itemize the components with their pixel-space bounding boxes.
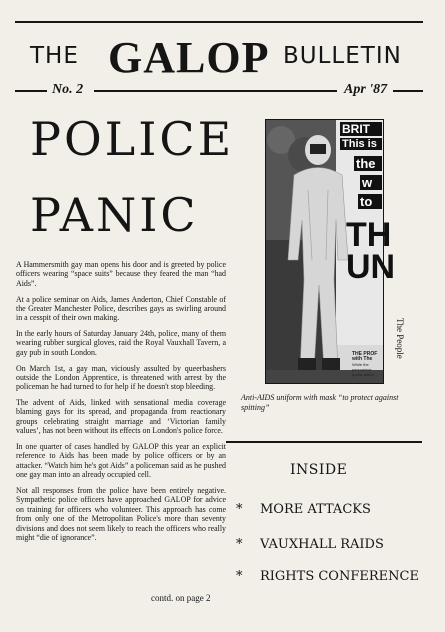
issue-rule-right	[393, 90, 423, 92]
inside-title: INSIDE	[290, 462, 348, 478]
issue-rule-left	[15, 90, 47, 92]
article-paragraph: A Hammersmith gay man opens his door and is greeted by police officers wearing “space suits” because they feared the man “had Aids”.	[16, 260, 226, 288]
article-body	[16, 260, 226, 549]
photo-protective-suit	[265, 119, 396, 384]
article-paragraph: The advent of Aids, linked with sensational media coverage blaming gays for its spread, and propaganda from reactionary groups celebrating straight marriage and ‘Victorian family values’, has not been without its effects on London's police force.	[16, 398, 226, 436]
article-paragraph: In one quarter of cases handled by GALOP this year an explicit reference to Aids has been made by police officers or by an attacker. “Watch him he's got Aids” a policeman said as he pushed one gay man into an already occupied cell.	[16, 441, 226, 480]
newspaper-small-line: persuasive	[352, 367, 372, 372]
bullet-star: *	[236, 569, 243, 584]
newspaper-word: to	[358, 194, 382, 209]
newspaper-word: This is	[340, 138, 382, 150]
inside-item-label: MORE ATTACKS	[260, 502, 371, 517]
article-paragraph: On March 1st, a gay man, viciously assulted by queerbashers outside the London Apprentice, is threatened with arrest by the policeman he had turned to for help if he doesn't stop bleeding.	[16, 363, 226, 392]
issue-date: Apr '87	[344, 82, 388, 97]
photo-caption: Anti-AIDS uniform with mask “to protect against spitting”	[241, 393, 399, 412]
headline-line2: PANIC	[30, 188, 199, 242]
newspaper-headline	[340, 122, 396, 286]
headline-line1: POLICE	[30, 112, 235, 166]
newspaper-small-line: with The	[352, 356, 373, 362]
masthead-galop: GALOP	[108, 33, 270, 82]
inside-item-label: RIGHTS CONFERENCE	[260, 569, 419, 584]
continued-note: contd. on page 2	[151, 593, 211, 603]
newspaper-small-line: THE PROF	[352, 351, 378, 357]
masthead-bulletin: BULLETIN	[283, 43, 402, 69]
newspaper-small-print	[352, 352, 382, 377]
inside-item-vauxhall-raids	[236, 537, 384, 552]
article-paragraph: In the early hours of Saturday January 24th, police, many of them wearing rubber surgical gloves, raid the Royal Vauxhall Tavern, a gay pub in south London.	[16, 329, 226, 357]
article-paragraph: At a police seminar on Aids, James Anderton, Chief Constable of the Greater Manchester Police, describes gays as swirling around in a cesspit of their own making.	[16, 294, 226, 323]
bullet-star: *	[236, 502, 243, 517]
bullet-star: *	[236, 537, 243, 552]
newspaper-small-line: While the	[352, 362, 369, 367]
inside-rule	[226, 441, 422, 443]
newspaper-word: the	[354, 156, 382, 171]
newspaper-word: UN	[346, 248, 396, 286]
article-paragraph: Not all responses from the police have been entirely negative. Sympathetic police officers have approached GALOP for advice on training for officers who volunteer. This approach has come from only one of the Metropolitan Police's more than seventy divisions and does not seem likely to reach the officers who really might “die of ignorance”.	[16, 485, 226, 542]
issue-number: No. 2	[52, 82, 84, 97]
inside-item-label: VAUXHALL RAIDS	[260, 537, 384, 552]
inside-item-more-attacks	[236, 502, 371, 517]
inside-item-rights-conference	[236, 569, 419, 584]
issue-rule-middle	[94, 90, 337, 92]
newspaper-word: BRIT	[340, 122, 382, 136]
top-rule	[15, 21, 423, 23]
newspaper-small-line: public about	[352, 372, 374, 377]
newspaper-word: w	[360, 175, 382, 190]
masthead-the: THE	[30, 43, 79, 69]
newspaper-word: TH	[346, 216, 392, 254]
photo-credit: The People	[395, 318, 405, 359]
